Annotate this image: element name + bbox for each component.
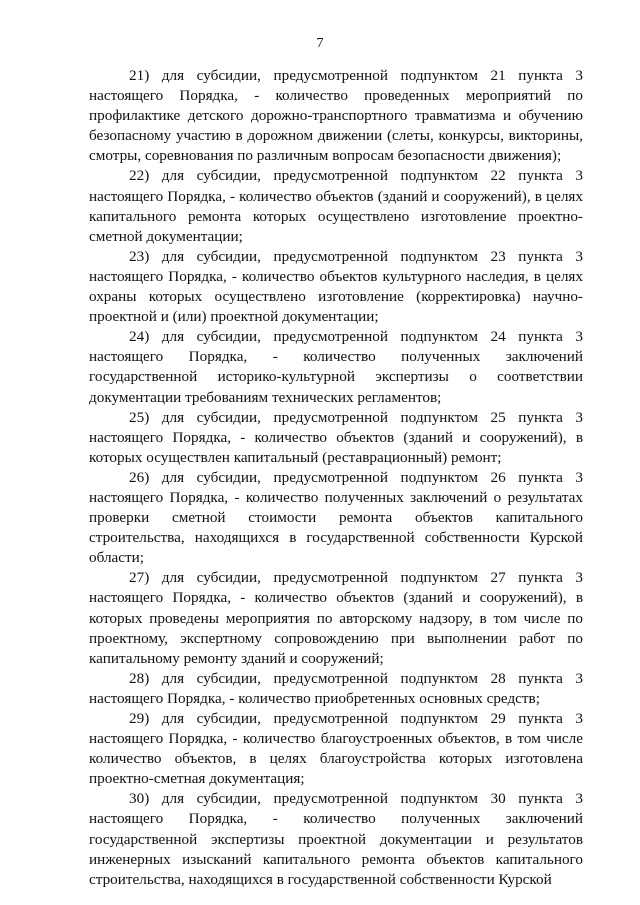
page-number: 7 (316, 36, 324, 51)
paragraph-item-21: 21) для субсидии, предусмотренной подпунктом 21 пункта 3 настоящего Порядка, - количество проведенных мероприятий по профилактике детского дорожно-транспортного травматизма и обучению безопасному участию в дорожном движении (слеты, конкурсы, викторины, смотры, соревнования по различным вопросам безопасности движения); (89, 67, 583, 165)
paragraph-item-27: 27) для субсидии, предусмотренной подпунктом 27 пункта 3 настоящего Порядка, - количество объектов (зданий и сооружений), в которых проведены мероприятия по авторскому надзору, в том числе по проектному, экспертному сопровождению при выполнении работ по капитальному ремонту зданий и сооружений; (89, 569, 583, 667)
document-body (89, 66, 583, 890)
paragraph-item-22: 22) для субсидии, предусмотренной подпунктом 22 пункта 3 настоящего Порядка, - количество объектов (зданий и сооружений), в целях капитального ремонта которых осуществлено изготовление проектно-сметной документации; (89, 167, 583, 245)
paragraph-item-25: 25) для субсидии, предусмотренной подпунктом 25 пункта 3 настоящего Порядка, - количество объектов (зданий и сооружений), в которых осуществлен капитальный (реставрационный) ремонт; (89, 408, 583, 466)
paragraph-item-23: 23) для субсидии, предусмотренной подпунктом 23 пункта 3 настоящего Порядка, - количество объектов культурного наследия, в целях охраны которых осуществлено изготовление (корректировка) научно-проектной и (или) проектной документации; (89, 247, 583, 326)
paragraph-item-26: 26) для субсидии, предусмотренной подпунктом 26 пункта 3 настоящего Порядка, - количество полученных заключений о результатах проверки сметной стоимости ремонта объектов капитального строительства, находящихся в государственной собственности Курской области; (89, 468, 583, 567)
paragraph-item-24: 24) для субсидии, предусмотренной подпунктом 24 пункта 3 настоящего Порядка, - количество полученных заключений государственной историко-культурной экспертизы о соответствии документации требованиям технических регламентов; (89, 328, 583, 406)
paragraph-item-28: 28) для субсидии, предусмотренной подпунктом 28 пункта 3 настоящего Порядка, - количество приобретенных основных средств; (89, 669, 583, 707)
paragraph-item-29: 29) для субсидии, предусмотренной подпунктом 29 пункта 3 настоящего Порядка, - количество благоустроенных объектов, в том числе количество объектов, в целях благоустройства которых изготовлена проектно-сметная документация; (89, 710, 583, 788)
paragraph-item-30: 30) для субсидии, предусмотренной подпунктом 30 пункта 3 настоящего Порядка, - количество полученных заключений государственной экспертизы проектной документации и результатов инженерных изысканий капитального ремонта объектов капитального строительства, находящихся в государственной собственности Курской (89, 790, 583, 888)
